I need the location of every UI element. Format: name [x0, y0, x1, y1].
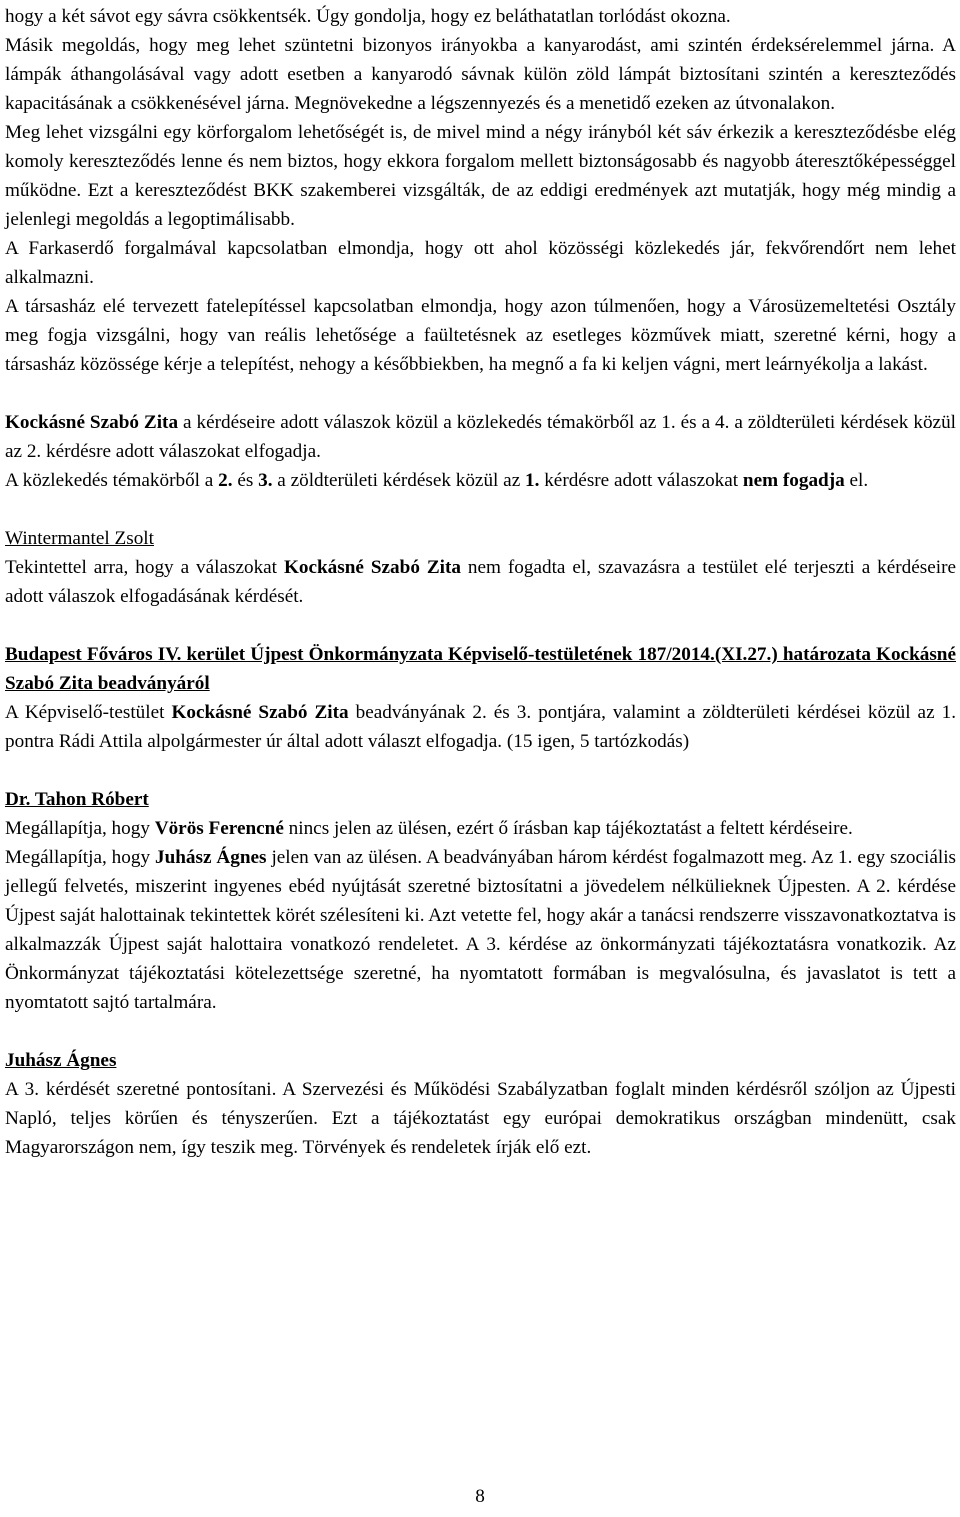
- text-run: jelen van az ülésen. A beadványában három kérdést fogalmazott meg. Az 1. egy szociális jellegű felvetés, miszerint ingyenes ebéd nyújtását szeretné biztosítatni a jövedelem nélkülieknek Újpesten. A 2. kérdése Újpest saját halottainak tekintettek körét szélesíteni ki. Azt vetette fel, hogy akár a tanácsi rendszerre visszavonatkoztatva is alkalmazzák Újpest saját halottaira vonatkozó rendeletet. A 3. kérdése az önkormányzati tájékoztatásra vonatkozik. Az Önkormányzat tájékoztatási kötelezettsége szeretné, ha nyomtatott formában is megvalósulna, és javaslatot is tett a nyomtatott sajtó tartalmára.: [5, 847, 957, 1013]
- text-run: el.: [844, 470, 869, 491]
- text-run: Tekintettel arra, hogy a válaszokat: [5, 557, 284, 578]
- text-run: A közlekedés témakörből a: [5, 470, 219, 491]
- paragraph: A társasház elé tervezett fatelepítéssel kapcsolatban elmondja, hogy azon túlmenően, hogy a Városüzemeltetési Osztály meg fogja vizsgálni, hogy van reális lehetősége a faültetésnek az esetleges közművek miatt, szeretné kérni, hogy a társasház közössége kérje a telepítést, nehogy a későbbiekben, ha megnő a fa ki keljen vágni, mert leárnyékolja a lakást.: [5, 296, 956, 375]
- text-run: és: [232, 470, 259, 491]
- person-name: Kockásné Szabó Zita: [171, 702, 349, 723]
- speaker-paragraph: A 3. kérdését szeretné pontosítani. A Szervezési és Működési Szabályzatban foglalt minden kérdésről szóljon az Újpesti Napló, teljes körűen és tényszerűen. Ezt a tájékoztatást egy európai demokratikus országban mindenütt, csak Magyarországon nem, így teszik meg. Törvények és rendeletek írják elő ezt.: [5, 1079, 956, 1158]
- bold-number: 1.: [525, 470, 540, 491]
- text-run: beadványának 2. és 3. pontjára, valamint a zöldterületi kérdései közül az 1. pontra Rádi Attila alpolgármester úr által adott választ elfogadja. (15 igen, 5 tartózkodás): [5, 702, 957, 752]
- person-name: Kockásné Szabó Zita: [5, 412, 179, 433]
- spacer: [5, 379, 956, 408]
- text-run: Megállapítja, hogy: [5, 847, 155, 868]
- speaker-heading: Juhász Ágnes: [5, 1050, 117, 1071]
- resolution-text: [5, 698, 956, 756]
- decision-paragraph: [5, 466, 956, 495]
- spacer: [5, 1017, 956, 1046]
- spacer: [5, 756, 956, 785]
- bold-phrase: nem fogadja: [742, 470, 845, 491]
- spacer: [5, 495, 956, 524]
- paragraph: Meg lehet vizsgálni egy körforgalom lehetőségét is, de mivel mind a négy irányból két sáv érkezik a kereszteződésbe elég komoly kereszteződés lenne és nem biztos, hogy ekkora forgalom mellett biztonságosabb és nagyobb áteresztőképességgel működne. Ezt a kereszteződést BKK szakemberei vizsgálták, de az eddigi eredmények azt mutatják, hogy még mindig a jelenlegi megoldás a legoptimálisabb.: [5, 122, 956, 230]
- text-run: a kérdéseire adott válaszok közül a közlekedés témakörből az 1. és a 4. a zöldterületi kérdések közül az 2. kérdésre adott válaszokat elfogadja.: [5, 412, 956, 462]
- text-run: A Képviselő-testület: [5, 702, 172, 723]
- person-name: Juhász Ágnes: [154, 847, 267, 868]
- text-run: kérdésre adott válaszokat: [539, 470, 743, 491]
- bold-number: 3.: [258, 470, 273, 491]
- decision-paragraph: [5, 408, 956, 466]
- text-run: nincs jelen az ülésen, ezért ő írásban kap tájékoztatást a feltett kérdéseire.: [283, 818, 853, 839]
- person-name: Kockásné Szabó Zita: [283, 557, 461, 578]
- speaker-heading: Wintermantel Zsolt: [5, 528, 154, 549]
- speaker-paragraph: [5, 843, 956, 1017]
- text-run: a zöldterületi kérdések közül az: [272, 470, 526, 491]
- page-number: 8: [475, 1486, 485, 1507]
- resolution-heading: Budapest Főváros IV. kerület Újpest Önkormányzata Képviselő-testületének 187/2014.(XI.27.) határozata Kockásné Szabó Zita beadványáról: [5, 644, 956, 694]
- paragraph: Másik megoldás, hogy meg lehet szüntetni bizonyos irányokba a kanyarodást, ami szintén érdeksérelemmel járna. A lámpák áthangolásával vagy adott esetben a kanyarodó sávnak külön zöld lámpát biztosítani szintén a kereszteződés kapacitásának a csökkenésével járna. Megnövekedne a légszennyezés és a menetidő ezeken az útvonalakon.: [5, 35, 956, 114]
- speaker-heading: Dr. Tahon Róbert: [5, 789, 149, 810]
- document-page: [5, 2, 956, 1162]
- bold-number: 2.: [218, 470, 233, 491]
- spacer: [5, 611, 956, 640]
- text-run: nem fogadta el, szavazásra a testület elé terjeszti a kérdéseire adott válaszok elfogadásának kérdését.: [5, 557, 956, 607]
- speaker-paragraph: [5, 814, 956, 843]
- paragraph: A Farkaserdő forgalmával kapcsolatban elmondja, hogy ott ahol közösségi közlekedés jár, fekvőrendőrt nem lehet alkalmazni.: [5, 238, 956, 288]
- paragraph: hogy a két sávot egy sávra csökkentsék. Úgy gondolja, hogy ez beláthatatlan torlódást okozna.: [5, 6, 731, 27]
- person-name: Vörös Ferencné: [154, 818, 284, 839]
- text-run: Megállapítja, hogy: [5, 818, 155, 839]
- speaker-paragraph: [5, 553, 956, 611]
